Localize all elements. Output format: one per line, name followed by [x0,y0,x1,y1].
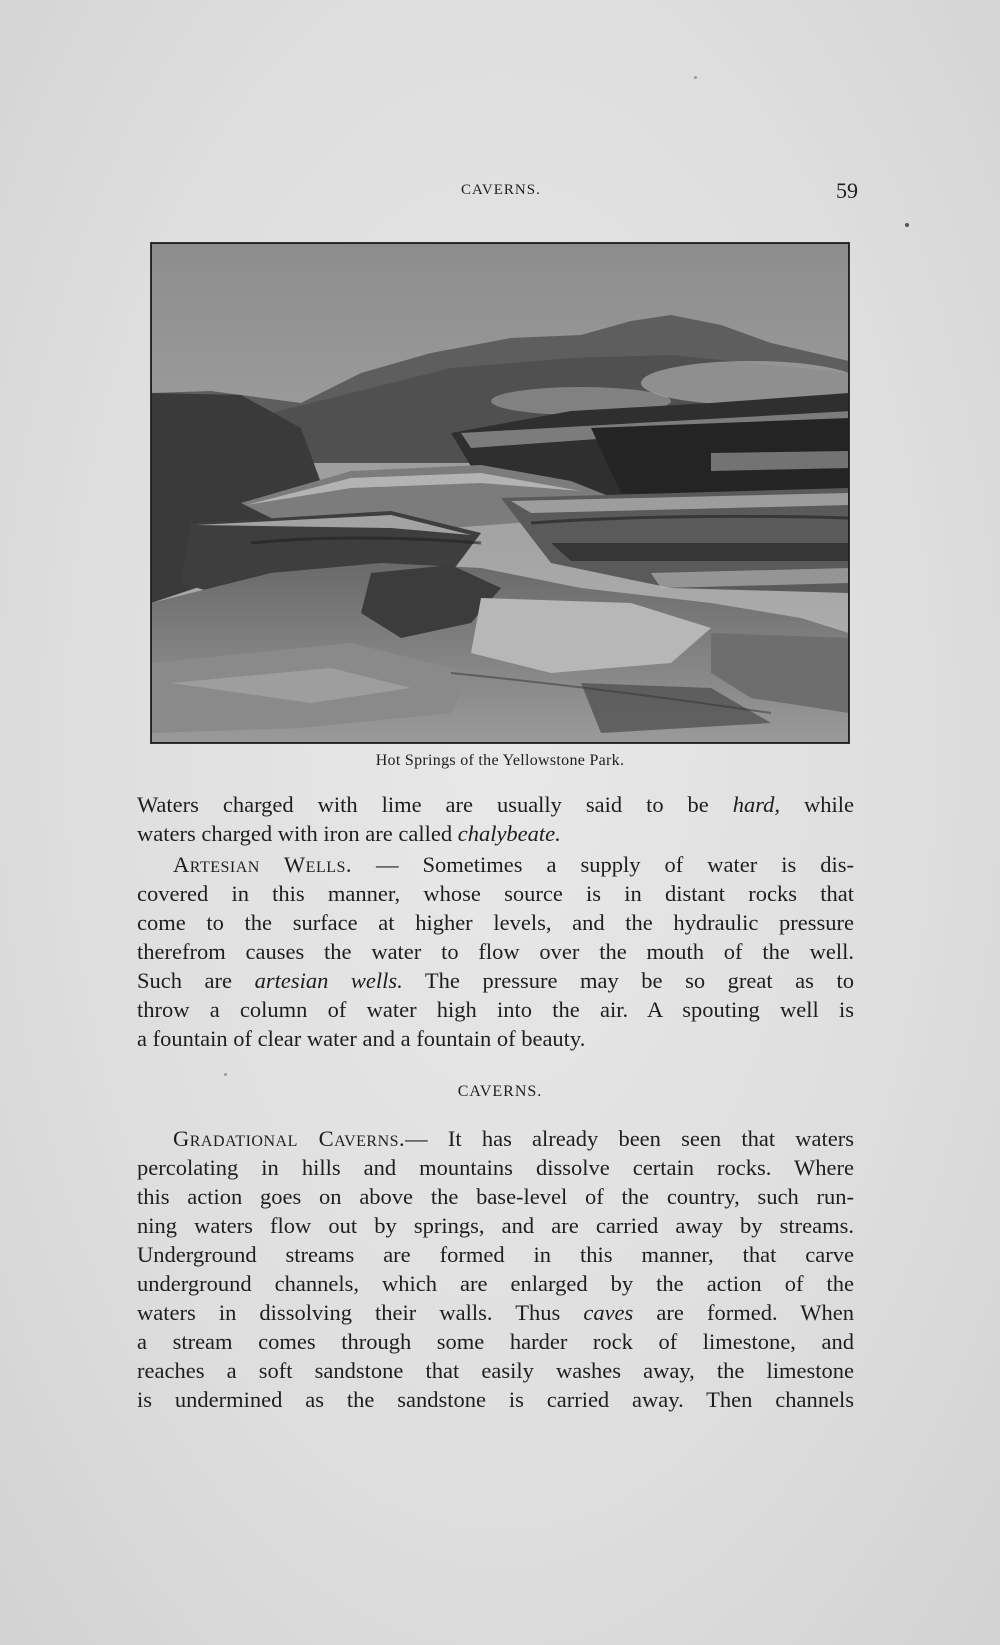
running-title: CAVERNS. [461,182,541,198]
text-line: waters in dissolving their walls. Thus caves are formed. When [137,1300,854,1325]
section-heading: CAVERNS. [457,1083,543,1100]
paragraph-lead-heading: Artesian Wells. [173,852,353,877]
text-line: this action goes on above the base-level of the country, such run- [137,1184,854,1209]
text-line: covered in this manner, whose source is in distant rocks that [137,881,854,906]
italic-term: hard, [732,792,781,817]
paragraph-hard-waters [137,790,854,848]
text-line: waters charged with iron are called chalybeate. [137,821,561,846]
text-line: a fountain of clear water and a fountain of beauty. [137,1026,586,1051]
paragraph-lead-heading: Gradational Caverns. [173,1126,406,1151]
text-line: underground channels, which are enlarged by the action of the [137,1271,854,1296]
paragraph-artesian-wells [137,850,854,1053]
paper-speck [694,76,697,79]
page-number: 59 [836,178,858,203]
text-line: percolating in hills and mountains dissolve certain rocks. Where [137,1155,854,1180]
text-line: Underground streams are formed in this manner, that carve [137,1242,854,1267]
text-line: Artesian Wells. — Sometimes a supply of water is dis- [173,852,854,877]
paragraph-gradational-caverns [137,1124,854,1414]
paper-speck [905,223,909,227]
text-line: Waters charged with lime are usually said to be hard, while [137,792,854,817]
italic-term: chalybeate. [457,821,561,846]
text-line: Gradational Caverns.— It has already been seen that waters [173,1126,854,1151]
italic-term: caves [583,1300,634,1325]
paper-speck [224,1073,227,1076]
text-line: a stream comes through some harder rock of limestone, and [137,1329,854,1354]
text-line: ning waters flow out by springs, and are carried away by streams. [137,1213,854,1238]
text-line: reaches a soft sandstone that easily washes away, the limestone [137,1358,854,1383]
text-line: therefrom causes the water to flow over the mouth of the well. [137,939,854,964]
running-head [0,178,1000,208]
text-line: come to the surface at higher levels, and the hydraulic pressure [137,910,854,935]
figure-caption: Hot Springs of the Yellowstone Park. [375,752,625,769]
text-line: is undermined as the sandstone is carried away. Then channels [137,1387,854,1412]
italic-term: artesian wells. [254,968,403,993]
hot-springs-photograph [150,242,850,744]
text-line: Such are artesian wells. The pressure may be so great as to [137,968,854,993]
text-line: throw a column of water high into the air. A spouting well is [137,997,854,1022]
